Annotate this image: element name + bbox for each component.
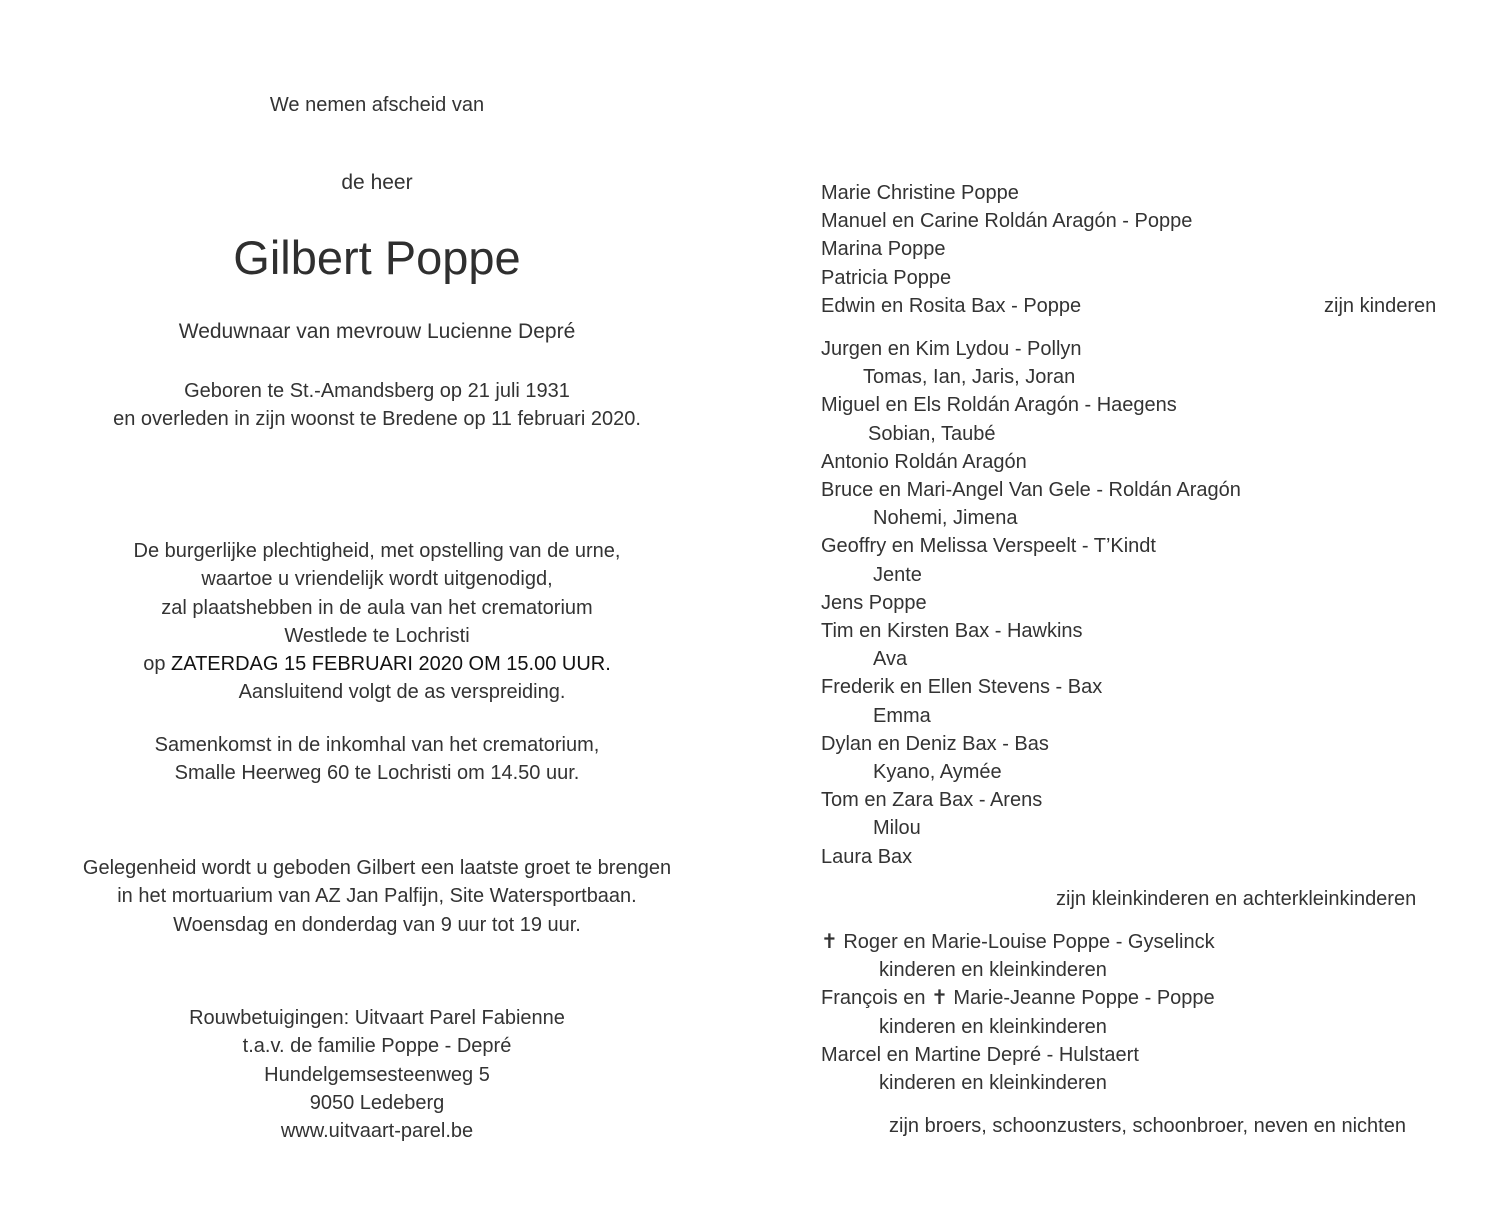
widower-line: Weduwnaar van mevrouw Lucienne Depré [178, 320, 576, 343]
condolences-block [40, 1004, 714, 1145]
great-grandchildren-names: Jente [873, 563, 922, 586]
grandchild-family-name: Dylan en Deniz Bax - Bas [821, 732, 1049, 755]
sibling-name: Roger en Marie-Louise Poppe - Gyselinck [837, 931, 1215, 953]
sibling-line: Marcel en Martine Depré - Hulstaert [821, 1044, 1139, 1066]
viewing-block [40, 854, 714, 939]
ceremony-line: waartoe u vriendelijk wordt uitgenodigd, [201, 568, 553, 591]
viewing-line: in het mortuarium van AZ Jan Palfijn, Site Watersportbaan. [117, 885, 637, 908]
condolences-line: t.a.v. de familie Poppe - Depré [242, 1035, 512, 1058]
great-grandchildren-names: Ava [873, 648, 908, 671]
ceremony-line: De burgerlijke plechtigheid, met opstelling van de urne, [133, 540, 621, 562]
birth-line: Geboren te St.-Amandsberg op 21 juli 1931 [184, 380, 570, 402]
condolences-line: 9050 Ledeberg [309, 1091, 445, 1114]
grandchildren-label: zijn kleinkinderen en achterkleinkinderen [1056, 888, 1417, 910]
child-name: Edwin en Rosita Bax - Poppe [821, 295, 1082, 317]
ceremony-line: zal plaatshebben in de aula van het crematorium [161, 596, 593, 619]
condolences-website: www.uitvaart-parel.be [280, 1120, 474, 1143]
ceremony-date: ZATERDAG 15 FEBRUARI 2020 OM 15.00 UUR. [171, 653, 611, 676]
ceremony-after: Aansluitend volgt de as verspreiding. [238, 681, 566, 704]
grandchild-family-name: Jurgen en Kim Lydou - Pollyn [821, 338, 1082, 360]
grandchild-family-name: Antonio Roldán Aragón [821, 450, 1027, 473]
sibling-descendants: kinderen en kleinkinderen [879, 1016, 1107, 1038]
child-name: Marie Christine Poppe [821, 182, 1019, 204]
intro-text: We nemen afscheid van [269, 94, 485, 116]
great-grandchildren-names: Sobian, Taubé [868, 422, 996, 445]
grandchild-family-name: Bruce en Mari-Angel Van Gele - Roldán Aragón [821, 479, 1241, 501]
ceremony-block [40, 537, 714, 707]
gathering-line: Samenkomst in de inkomhal van het crematorium, [154, 734, 600, 756]
great-grandchildren-names: Tomas, Ian, Jaris, Joran [863, 366, 1076, 389]
grandchild-family-name: Jens Poppe [821, 591, 927, 614]
viewing-line: Gelegenheid wordt u geboden Gilbert een laatste groet te brengen [82, 857, 672, 879]
grandchild-family-name: Tom en Zara Bax - Arens [821, 789, 1043, 812]
honorific: de heer [341, 171, 413, 194]
great-grandchildren-names: Nohemi, Jimena [873, 507, 1018, 530]
child-name: Marina Poppe [821, 238, 946, 260]
grandchild-family-name: Tim en Kirsten Bax - Hawkins [821, 620, 1083, 642]
condolences-line: Hundelgemsesteenweg 5 [264, 1063, 490, 1086]
cross-icon: ✝ [931, 987, 948, 1009]
child-name: Patricia Poppe [821, 267, 952, 289]
gathering-block [40, 731, 714, 788]
viewing-line: Woensdag en donderdag van 9 uur tot 19 uur. [173, 913, 581, 936]
sibling-descendants: kinderen en kleinkinderen [879, 1072, 1107, 1094]
children-label: zijn kinderen [1324, 295, 1437, 317]
grandchild-family-name: Frederik en Ellen Stevens - Bax [821, 676, 1103, 699]
ceremony-date-line [40, 650, 714, 678]
grandchild-family-name: Miguel en Els Roldán Aragón - Haegens [821, 394, 1177, 417]
deceased-name: Gilbert Poppe [233, 231, 521, 284]
sibling-line [821, 984, 1215, 1012]
death-line: en overleden in zijn woonst te Bredene op 11 februari 2020. [113, 408, 641, 431]
siblings-label: zijn broers, schoonzusters, schoonbroer, neven en nichten [889, 1115, 1406, 1137]
grandchild-family-name: Geoffry en Melissa Verspeelt - T’Kindt [821, 535, 1156, 558]
ceremony-date-prefix: op [143, 653, 172, 676]
sibling-line [821, 928, 1215, 956]
ceremony-line: Westlede te Lochristi [284, 624, 470, 647]
grandchild-family-name: Laura Bax [821, 845, 913, 868]
great-grandchildren-names: Milou [873, 817, 921, 840]
great-grandchildren-names: Emma [873, 704, 931, 727]
great-grandchildren-names: Kyano, Aymée [873, 761, 1002, 783]
life-dates [40, 377, 714, 434]
condolences-line: Rouwbetuigingen: Uitvaart Parel Fabienne [189, 1007, 565, 1029]
gathering-line: Smalle Heerweg 60 te Lochristi om 14.50 uur. [174, 762, 580, 785]
cross-icon: ✝ [821, 931, 838, 953]
sibling-descendants: kinderen en kleinkinderen [879, 959, 1107, 981]
sibling-name-part: François en [821, 987, 932, 1009]
sibling-name-part: Marie-Jeanne Poppe - Poppe [947, 987, 1215, 1009]
child-name: Manuel en Carine Roldán Aragón - Poppe [821, 210, 1193, 232]
